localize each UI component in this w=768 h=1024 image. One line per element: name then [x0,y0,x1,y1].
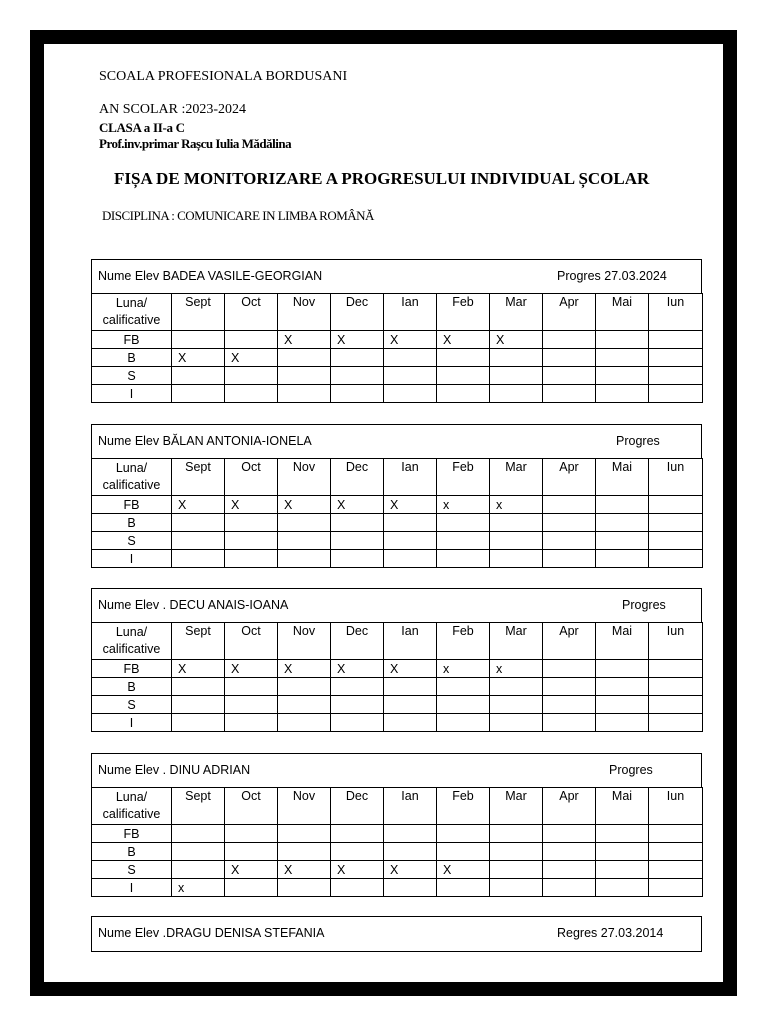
grade-cell [596,660,649,678]
grade-cell [172,861,225,879]
month-header: Mar [490,788,543,825]
month-header-row [92,623,703,660]
grade-cell [437,349,490,367]
month-header: Sept [172,294,225,331]
student-name: Nume Elev BADEA VASILE-GEORGIAN [98,269,323,283]
grade-label: FB [92,496,172,514]
grade-cell [384,843,437,861]
month-header: Apr [543,459,596,496]
grade-cell [384,550,437,568]
grade-cell [649,714,703,732]
month-header: Apr [543,788,596,825]
month-header: Feb [437,788,490,825]
grade-cell [596,349,649,367]
grade-cell [331,843,384,861]
grade-label: S [92,861,172,879]
grade-cell [225,367,278,385]
grade-cell: X [225,861,278,879]
grade-cell [543,514,596,532]
grade-cell: X [331,660,384,678]
grade-label: FB [92,331,172,349]
grade-cell [331,367,384,385]
grade-row [92,678,703,696]
month-header: Ian [384,294,437,331]
grade-cell [331,514,384,532]
grade-row [92,861,703,879]
grade-row [92,660,703,678]
grade-cell [596,861,649,879]
progress-table [91,293,703,403]
grade-row [92,550,703,568]
grade-row [92,496,703,514]
grade-cell: x [437,660,490,678]
month-header-row [92,294,703,331]
discipline: DISCIPLINA : COMUNICARE IN LIMBA ROMÂNĂ [102,208,374,223]
grade-cell: x [172,879,225,897]
student-name: Nume Elev BĂLAN ANTONIA-IONELA [98,434,312,448]
grade-cell [331,550,384,568]
grade-cell [649,349,703,367]
grade-cell: X [384,331,437,349]
month-header: Sept [172,459,225,496]
grade-cell [225,825,278,843]
month-header: Oct [225,788,278,825]
grade-cell [278,349,331,367]
grade-cell [437,514,490,532]
grade-cell [225,331,278,349]
student-sheet [91,588,702,732]
grade-cell [596,385,649,403]
grade-cell [490,696,543,714]
month-header: Iun [649,788,703,825]
student-name: Nume Elev . DECU ANAIS-IOANA [98,598,289,612]
grade-cell [437,696,490,714]
grade-label: FB [92,660,172,678]
months-label: Luna/ calificative [102,461,161,492]
grade-cell [225,514,278,532]
grade-cell [172,696,225,714]
grade-cell [225,532,278,550]
student-sheet [91,259,702,403]
grade-cell [596,678,649,696]
grade-row [92,367,703,385]
grade-cell [649,843,703,861]
grade-cell [649,496,703,514]
grade-cell: X [331,861,384,879]
grade-cell [437,678,490,696]
grade-cell [437,825,490,843]
grade-cell [490,367,543,385]
month-header-row [92,459,703,496]
grade-cell [172,678,225,696]
grade-cell [278,385,331,403]
student-name-box [91,259,702,294]
month-header: Sept [172,623,225,660]
grade-cell: X [384,496,437,514]
grade-cell [331,532,384,550]
document-title: FIȘA DE MONITORIZARE A PROGRESULUI INDIVIDUAL ȘCOLAR [114,169,650,188]
student-name: Nume Elev .DRAGU DENISA STEFANIA [98,926,325,940]
grade-cell [225,714,278,732]
grade-cell [649,514,703,532]
grade-cell [596,843,649,861]
month-header: Feb [437,459,490,496]
student-progress: Progres [622,598,666,612]
student-progress: Progres [609,763,653,777]
grade-cell [543,714,596,732]
month-header: Mar [490,459,543,496]
grade-cell: X [437,861,490,879]
months-label-cell [92,294,172,331]
grade-cell [649,532,703,550]
month-header: Nov [278,459,331,496]
grade-row [92,696,703,714]
grade-cell: X [172,349,225,367]
grade-cell [278,550,331,568]
grade-cell [596,879,649,897]
grade-cell [225,696,278,714]
grade-row [92,385,703,403]
month-header: Mai [596,623,649,660]
grade-cell [278,879,331,897]
grade-cell [437,367,490,385]
grade-cell [331,678,384,696]
grade-cell [649,825,703,843]
grade-cell [278,532,331,550]
months-label-cell [92,623,172,660]
month-header: Ian [384,459,437,496]
grade-cell [172,331,225,349]
grade-label: B [92,678,172,696]
grade-label: I [92,879,172,897]
month-header: Oct [225,459,278,496]
grade-cell [172,843,225,861]
month-header: Mar [490,294,543,331]
grade-cell [490,714,543,732]
student-sheet [91,753,702,897]
month-header: Nov [278,623,331,660]
grade-cell [384,825,437,843]
grade-cell [543,825,596,843]
school-name: SCOALA PROFESIONALA BORDUSANI [99,69,348,84]
month-header: Nov [278,294,331,331]
page-border [30,30,737,996]
grade-cell [490,678,543,696]
student-name: Nume Elev . DINU ADRIAN [98,763,251,777]
student-name-box [91,916,702,952]
grade-cell: X [437,331,490,349]
grade-cell [596,496,649,514]
grade-cell [384,367,437,385]
grade-cell [649,879,703,897]
grade-cell [596,514,649,532]
month-header: Iun [649,459,703,496]
grade-cell: X [172,496,225,514]
grade-cell [225,678,278,696]
grade-row [92,714,703,732]
grade-cell [437,385,490,403]
student-sheet [91,424,702,568]
grade-cell [331,879,384,897]
grade-cell [596,532,649,550]
grade-cell [649,696,703,714]
grade-cell [490,550,543,568]
grade-row [92,843,703,861]
grade-cell [649,678,703,696]
month-header: Dec [331,294,384,331]
month-header: Mai [596,459,649,496]
grade-label: B [92,514,172,532]
teacher-name: Prof.inv.primar Rașcu Iulia Mădălina [99,136,292,151]
grade-cell [596,696,649,714]
grade-cell [490,843,543,861]
grade-cell [490,861,543,879]
grade-cell [490,879,543,897]
month-header: Mar [490,623,543,660]
month-header: Ian [384,788,437,825]
month-header: Iun [649,623,703,660]
months-label-cell [92,459,172,496]
grade-cell [384,532,437,550]
grade-cell [278,825,331,843]
grade-cell [172,532,225,550]
grade-cell [437,550,490,568]
grade-cell [543,678,596,696]
grade-cell [172,385,225,403]
grade-cell: X [278,660,331,678]
grade-cell [278,714,331,732]
grade-cell [543,385,596,403]
grade-cell [649,367,703,385]
document-page [44,44,723,982]
grade-cell: x [490,496,543,514]
month-header: Oct [225,294,278,331]
grade-cell: X [331,496,384,514]
grade-cell: x [437,496,490,514]
grade-cell: X [278,331,331,349]
grade-cell [649,550,703,568]
months-label-cell [92,788,172,825]
grade-cell: X [225,496,278,514]
student-progress: Progres [616,434,660,448]
grade-cell [278,696,331,714]
school-year: AN SCOLAR :2023-2024 [99,102,247,117]
grade-cell [278,514,331,532]
grade-cell [331,825,384,843]
class-name: CLASA a II-a C [99,120,185,135]
progress-table [91,458,703,568]
grade-row [92,879,703,897]
grade-cell [384,385,437,403]
grade-cell [331,696,384,714]
grade-row [92,825,703,843]
grade-cell [490,532,543,550]
grade-cell [543,696,596,714]
grade-cell [225,550,278,568]
grade-row [92,349,703,367]
grade-row [92,514,703,532]
grade-row [92,331,703,349]
grade-cell [596,550,649,568]
grade-cell: X [172,660,225,678]
student-progress: Regres 27.03.2014 [557,926,664,940]
grade-cell [649,861,703,879]
grade-cell [543,861,596,879]
grade-cell: X [278,496,331,514]
grade-label: I [92,714,172,732]
grade-cell [543,496,596,514]
month-header: Ian [384,623,437,660]
months-label: Luna/ calificative [102,790,161,821]
month-header: Dec [331,623,384,660]
grade-cell: X [225,660,278,678]
grade-cell [384,349,437,367]
grade-label: I [92,550,172,568]
grade-cell [437,879,490,897]
grade-cell [278,678,331,696]
grade-cell [172,825,225,843]
grade-cell [331,349,384,367]
grade-cell [490,514,543,532]
grade-label: S [92,367,172,385]
month-header: Feb [437,623,490,660]
grade-cell [331,385,384,403]
grade-label: FB [92,825,172,843]
month-header: Apr [543,623,596,660]
grade-cell [649,331,703,349]
progress-table [91,787,703,897]
grade-cell [331,714,384,732]
grade-cell [490,385,543,403]
grade-cell: X [490,331,543,349]
grade-cell [384,879,437,897]
grade-cell [225,879,278,897]
grade-label: I [92,385,172,403]
month-header: Iun [649,294,703,331]
grade-cell [543,879,596,897]
grade-cell [437,843,490,861]
grade-cell [543,331,596,349]
grade-cell [384,714,437,732]
month-header-row [92,788,703,825]
month-header: Mai [596,788,649,825]
grade-cell [596,367,649,385]
student-sheet-last [91,916,702,952]
months-label: Luna/ calificative [102,296,161,327]
student-name-box [91,424,702,459]
grade-cell: X [225,349,278,367]
grade-cell [278,367,331,385]
month-header: Feb [437,294,490,331]
student-name-box [91,753,702,788]
grade-cell [172,714,225,732]
grade-cell [596,825,649,843]
grade-cell [384,696,437,714]
months-label: Luna/ calificative [102,625,161,656]
grade-cell [543,367,596,385]
grade-cell: X [384,861,437,879]
grade-cell: X [384,660,437,678]
student-progress: Progres 27.03.2024 [557,269,667,283]
month-header: Apr [543,294,596,331]
month-header: Dec [331,459,384,496]
grade-cell [384,514,437,532]
grade-cell [225,843,278,861]
grade-cell [172,550,225,568]
grade-cell [278,843,331,861]
grade-cell [596,714,649,732]
month-header: Dec [331,788,384,825]
progress-table [91,622,703,732]
grade-label: B [92,349,172,367]
grade-label: B [92,843,172,861]
grade-cell [543,349,596,367]
grade-cell [437,714,490,732]
grade-cell: X [278,861,331,879]
month-header: Mai [596,294,649,331]
grade-cell [490,825,543,843]
student-name-box [91,588,702,623]
grade-cell [543,532,596,550]
grade-row [92,532,703,550]
grade-cell: X [331,331,384,349]
grade-cell [649,385,703,403]
grade-cell [225,385,278,403]
grade-cell [490,349,543,367]
grade-cell [172,367,225,385]
grade-label: S [92,532,172,550]
grade-cell [543,843,596,861]
month-header: Nov [278,788,331,825]
month-header: Oct [225,623,278,660]
grade-label: S [92,696,172,714]
grade-cell: x [490,660,543,678]
grade-cell [437,532,490,550]
grade-cell [543,660,596,678]
grade-cell [596,331,649,349]
grade-cell [543,550,596,568]
month-header: Sept [172,788,225,825]
grade-cell [172,514,225,532]
grade-cell [384,678,437,696]
grade-cell [649,660,703,678]
